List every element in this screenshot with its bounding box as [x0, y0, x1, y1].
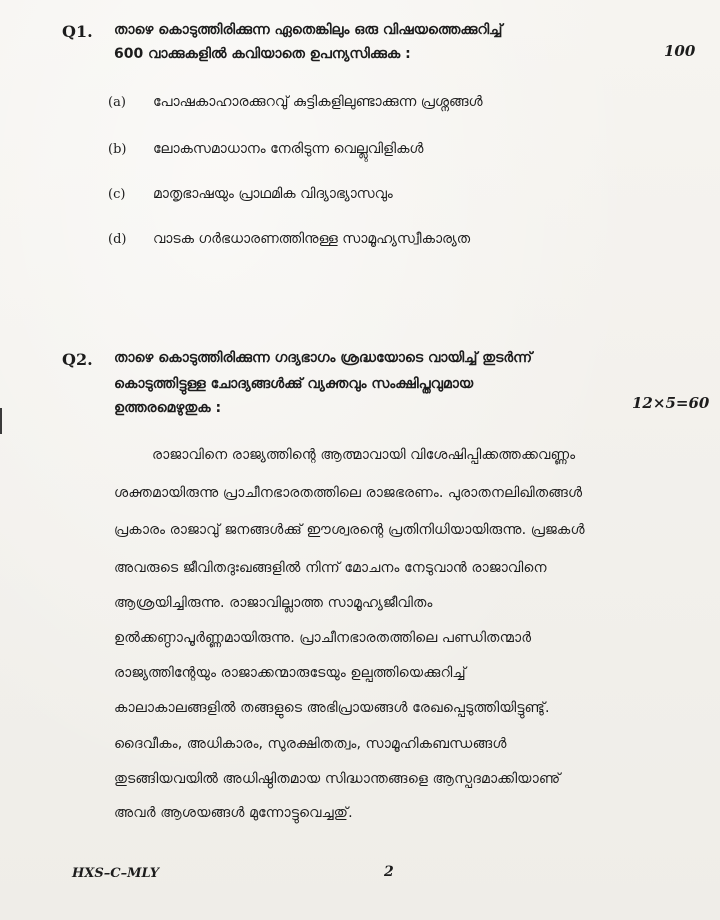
passage-line: അവരുടെ ജീവിതദുഃഖങ്ങളിൽ നിന്ന് മോചനം നേടുവാൻ രാജാവിനെ [114, 560, 547, 576]
option-label: (a) [108, 95, 126, 110]
question-1-instruction-line-2: 600 വാക്കുകളിൽ കവിയാതെ ഉപന്യസിക്കുക : [114, 46, 411, 62]
paper-code: HXS–C–MLY [72, 866, 160, 881]
passage-line: ആശ്രയിച്ചിരുന്നു. രാജാവില്ലാത്ത സാമൂഹ്യജീവിതം [114, 595, 433, 611]
option-text: വാടക ഗർഭധാരണത്തിനുള്ള സാമൂഹ്യസ്വീകാര്യത [153, 231, 471, 247]
question-1-option-b [108, 138, 423, 160]
option-label: (c) [108, 187, 126, 202]
question-2-marks: 12×5=60 [632, 394, 710, 412]
margin-mark [0, 408, 2, 434]
option-label: (d) [108, 232, 127, 247]
passage-line: പ്രകാരം രാജാവു് ജനങ്ങൾക്കു് ഈശ്വരന്റെ പ്രതിനിധിയായിരുന്നു. പ്രജകൾ [114, 522, 585, 538]
passage-line: രാജ്യത്തിന്റേയും രാജാക്കന്മാരുടേയും ഉല്പത്തിയെക്കുറിച്ച് [114, 665, 466, 681]
question-1-option-c [108, 183, 393, 205]
option-text: മാതൃഭാഷയും പ്രാഥമിക വിദ്യാഭ്യാസവും [153, 186, 393, 202]
option-text: ലോകസമാധാനം നേരിടുന്ന വെല്ലുവിളികൾ [153, 141, 424, 157]
page-number: 2 [384, 864, 394, 880]
passage-line: ശക്തമായിരുന്നു പ്രാചീനഭാരതത്തിലെ രാജഭരണം. പുരാതനലിഖിതങ്ങൾ [114, 485, 583, 501]
question-2-number: Q2. [62, 350, 93, 369]
passage-line: ദൈവീകം, അധികാരം, സുരക്ഷിതത്വം, സാമൂഹികബന്ധങ്ങൾ [114, 736, 507, 752]
question-1-option-a [108, 91, 483, 113]
question-1-option-d [108, 228, 470, 250]
question-1-instruction-line-1: താഴെ കൊടുത്തിരിക്കുന്ന ഏതെങ്കിലും ഒരു വിഷയത്തെക്കുറിച്ച് [114, 22, 503, 38]
option-label: (b) [108, 142, 127, 157]
passage-line: രാജാവിനെ രാജ്യത്തിന്റെ ആത്മാവായി വിശേഷിപ്പിക്കത്തക്കവണ്ണം [152, 447, 576, 463]
question-1-marks: 100 [664, 42, 696, 60]
passage-line: തുടങ്ങിയവയിൽ അധിഷ്ഠിതമായ സിദ്ധാന്തങ്ങളെ ആസ്പദമാക്കിയാണു് [114, 771, 561, 787]
question-1-number: Q1. [62, 22, 93, 41]
question-2-instruction-line-1: താഴെ കൊടുത്തിരിക്കുന്ന ഗദ്യഭാഗം ശ്രദ്ധയോടെ വായിച്ച് തുടർന്ന് [114, 350, 533, 366]
passage-line: ഉൽക്കണ്ഠാപൂർണ്ണമായിരുന്നു. പ്രാചീനഭാരതത്തിലെ പണ്ഡിതന്മാർ [114, 630, 532, 646]
passage-line: അവർ ആശയങ്ങൾ മുന്നോട്ടുവെച്ചതു്. [114, 805, 353, 821]
passage-line: കാലാകാലങ്ങളിൽ തങ്ങളുടെ അഭിപ്രായങ്ങൾ രേഖപ്പെടുത്തിയിട്ടുണ്ടു്. [114, 700, 550, 716]
option-text: പോഷകാഹാരക്കുറവു് കുട്ടികളിലുണ്ടാക്കുന്ന പ്രശ്നങ്ങൾ [153, 94, 483, 110]
question-2-instruction-line-3: ഉത്തരമെഴുതുക : [114, 400, 222, 416]
question-2-instruction-line-2: കൊടുത്തിട്ടുള്ള ചോദ്യങ്ങൾക്കു് വ്യക്തവും സംക്ഷിപ്തവുമായ [114, 376, 474, 392]
